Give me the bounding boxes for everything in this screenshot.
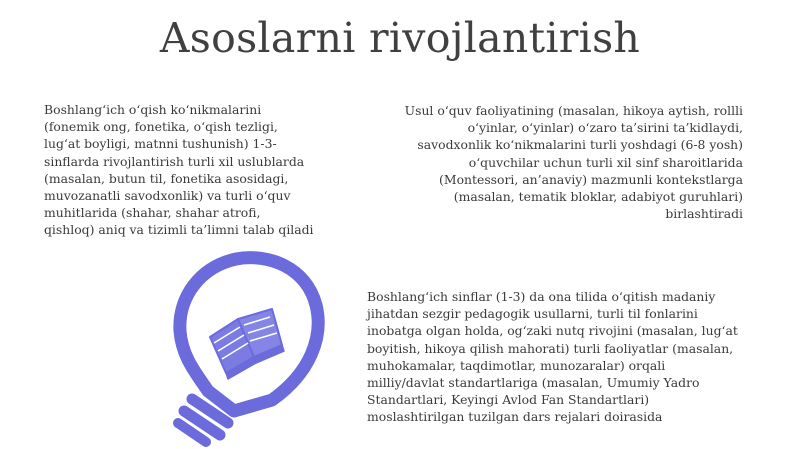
- bottom-text-block: Boshlang‘ich sinflar (1-3) da ona tilida o‘qitish madaniy jihatdan sezgir pedagogik usullarni, turli til fonlarini inobatga olgan holda, og‘zaki nutq rivojini (masalan, lug‘at boyitish, hikoya qilish mahorati) turli faoliyatlar (masalan, muhokamalar, taqdimotlar, munozaralar) orqali milliy/davlat standartlariga (masalan, Umumiy Yadro Standartlari, Keyingi Avlod Fan Standartlari) moslashtirilgan tuzilgan dars rejalari doirasida: [367, 289, 738, 425]
- left-text-block: Boshlang‘ich o‘qish ko‘nikmalarini (fonemik ong, fonetika, o‘qish tezligi, lug‘at boyligi, matnni tushunish) 1-3-sinflarda rivojlantirish turli xil uslublarda (masalan, butun til, fonetika asosidagi, muvozanatli savodxonlik) va turli o‘quv muhitlarida (shahar, shahar atrofi, qishloq) aniq va tizimli ta’limni talab qiladi: [44, 102, 314, 238]
- lightbulb-book-icon: [140, 245, 350, 449]
- slide-title: Asoslarni rivojlantirish: [159, 14, 641, 62]
- right-text-block: Usul o‘quv faoliyatining (masalan, hikoya aytish, rollli o‘yinlar, o‘yinlar) o‘zaro ta’sirini ta’kidlaydi, savodxonlik ko‘nikmalarini turli yoshdagi (6-8 yosh) o‘quvchilar uchun turli xil sinf sharoitlarida (Montessori, an’anaviy) mazmunli kontekstlarga (masalan, tematik bloklar, adabiyot guruhlari) birlashtiradi: [404, 103, 743, 222]
- book-icon: [210, 309, 284, 379]
